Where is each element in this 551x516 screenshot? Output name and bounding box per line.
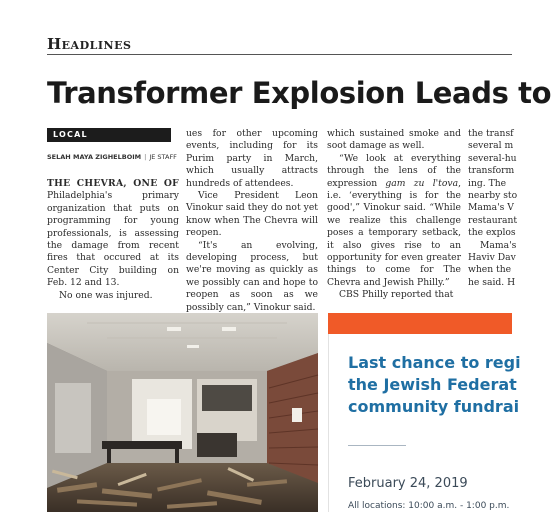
article-column-4 [468, 128, 528, 289]
ad-divider [348, 445, 406, 446]
section-rule [47, 54, 512, 55]
article-paragraph: which sustained smoke and soot damage as well. [327, 128, 461, 152]
byline-separator: | [144, 153, 147, 161]
cut-line: several-hu [468, 152, 517, 164]
ad-title-line: Last chance to regi [348, 353, 521, 372]
paragraph-text: “We look at everything through the lens of the expression [327, 152, 461, 189]
cut-line: nearby sto [468, 190, 518, 202]
ad-title-line: community fundrai [348, 397, 520, 416]
lead-in: THE CHEVRA, ONE OF [47, 178, 179, 189]
cut-line: ing. The [468, 177, 507, 189]
article-column-2 [186, 128, 318, 314]
article-paragraph: CBS Philly reported that [339, 289, 454, 301]
article-photo [47, 313, 318, 512]
article-column-1 [47, 178, 179, 302]
ad-accent-bar [328, 313, 512, 334]
paragraph-text: Philadelphia's primary organization that puts on programming for young professionals, is assessing the damage from recent fires that occured at its Center City building on Feb. 12 and 13. [47, 190, 179, 289]
cut-line: Mama's V [468, 202, 514, 214]
article-paragraph: Vice President Leon Vinokur said they do not yet know when The Chevra will reopen. [186, 190, 318, 239]
paragraph-text: , i.e. ‘everything is for the good',” Vinokur said. “While we realize this challenge poses a temporary setback, it also gives rise to an opportunity for even greater things to come for The Chevra and Jewish Philly.” [327, 177, 461, 288]
cut-line: restaurant [468, 214, 518, 226]
article-headline: Transformer Explosion Leads to [47, 76, 551, 110]
ad-title-line: the Jewish Federat [348, 375, 517, 394]
cut-line: he said. H [468, 276, 516, 288]
fire-damage-photo [47, 313, 318, 512]
section-kicker: LOCAL [47, 128, 171, 142]
ad-event-date: February 24, 2019 [348, 476, 468, 491]
italic-phrase: gam zu l'tova [385, 177, 459, 189]
cut-line: the explos [468, 227, 516, 239]
section-heading: Headlines [47, 35, 132, 53]
cut-line: several m [468, 140, 514, 152]
cut-line: when the [468, 264, 512, 276]
cut-line: transform [468, 165, 515, 177]
article-paragraph: No one was injured. [59, 289, 153, 301]
ad-event-time: All locations: 10:00 a.m. - 1:00 p.m. [348, 501, 510, 511]
ad-title[interactable] [348, 352, 521, 418]
article-paragraph: ues for other upcoming events, including for its Purim party in March, which usually attracts hundreds of attendees. [186, 128, 318, 189]
byline-author: SELAH MAYA ZIGHELBOIM [47, 153, 142, 161]
article-column-3 [327, 128, 461, 302]
cut-line: Haviv Dav [468, 252, 516, 264]
article-paragraph [327, 153, 461, 289]
cut-line: the transf [468, 128, 514, 139]
article-paragraph: “It's an evolving, developing process, but we're moving as quickly as we possibly can and hope to reopen as soon as we possibly can,” Vinokur said. [186, 239, 318, 313]
byline-role: JE STAFF [149, 153, 177, 161]
cut-line: Mama's [480, 239, 517, 251]
byline [47, 153, 177, 161]
article-paragraph [47, 178, 179, 290]
